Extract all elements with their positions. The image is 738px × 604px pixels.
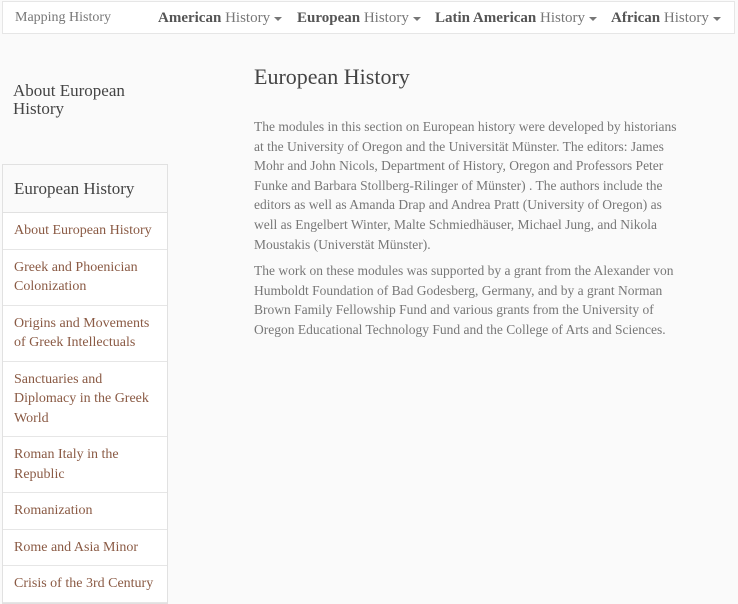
sidebar-item-about-european-history[interactable]: About European History — [3, 213, 167, 250]
nav-latin-american-bold: Latin American — [435, 10, 537, 26]
sidebar-nav-list — [2, 164, 168, 604]
caret-down-icon — [274, 17, 282, 21]
funding-paragraph: The work on these modules was supported by a grant from the Alexander von Humboldt Foundation of Bad Godesberg, Germany, and by a grant Norman Brown Family Fellowship Fund and various grants from the University of Oregon Educational Technology Fund and the College of Arts and Sciences. — [254, 263, 674, 337]
top-navbar — [2, 1, 735, 34]
sidebar-item-greek-intellectuals[interactable]: Origins and Movements of Greek Intellectuals — [3, 306, 167, 362]
sidebar-item-crisis-3rd-century[interactable]: Crisis of the 3rd Century — [3, 566, 167, 603]
sidebar-about-heading: About European History — [13, 81, 125, 118]
nav-american-history[interactable] — [158, 10, 282, 27]
intro-paragraph: The modules in this section on European history were developed by historians at the University of Oregon and the Universität Münster. The editors: James Mohr and John Nicols, Department of History, Oregon and Professors Peter Funke and Barbara Stollberg-Rilinger of Münster) . The authors include the editors as well as Amanda Drap and Andrea Pratt (University of Oregon) as well as Engelbert Winter, Malte Schmiedhäuser, Michael Jung, and Nikola Moustakis (Universtät Münster). — [254, 119, 677, 252]
nav-african-rest: History — [660, 10, 709, 26]
nav-latin-american-rest: History — [536, 10, 585, 26]
page-title: European History — [254, 64, 410, 89]
nav-european-bold: European — [297, 10, 361, 26]
nav-american-rest: History — [221, 10, 271, 26]
sidebar-item-roman-italy[interactable]: Roman Italy in the Republic — [3, 437, 167, 493]
nav-african-bold: African — [611, 10, 661, 26]
nav-european-history[interactable] — [297, 10, 421, 27]
caret-down-icon — [713, 17, 721, 21]
nav-european-rest: History — [360, 10, 409, 26]
nav-latin-american-history[interactable] — [435, 10, 597, 27]
brand-link[interactable]: Mapping History — [15, 10, 112, 25]
sidebar-item-rome-asia-minor[interactable]: Rome and Asia Minor — [3, 530, 167, 567]
sidebar-item-greek-phoenician-colonization[interactable]: Greek and Phoenician Colonization — [3, 250, 167, 306]
sidebar-item-romanization[interactable]: Romanization — [3, 493, 167, 530]
nav-african-history[interactable] — [611, 10, 721, 27]
caret-down-icon — [413, 17, 421, 21]
caret-down-icon — [589, 17, 597, 21]
sidebar-item-sanctuaries-diplomacy[interactable]: Sanctuaries and Diplomacy in the Greek World — [3, 362, 167, 438]
nav-american-bold: American — [158, 10, 222, 26]
sidebar-section-title: European History — [3, 165, 167, 213]
